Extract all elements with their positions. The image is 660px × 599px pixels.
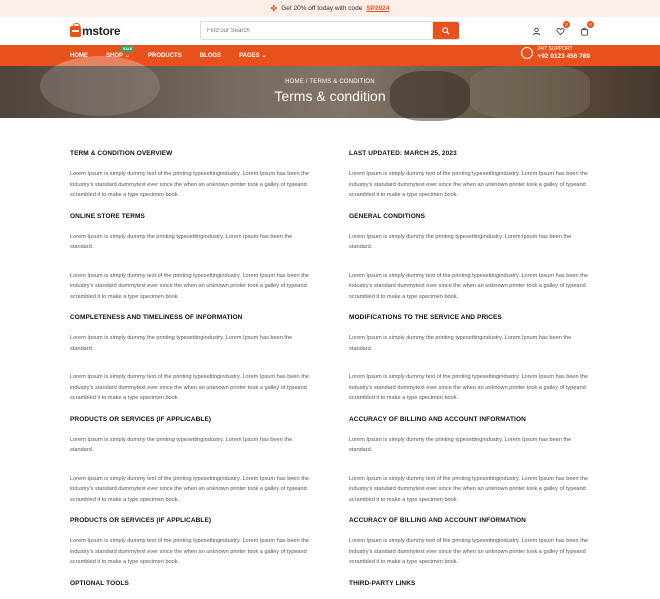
account-button[interactable] xyxy=(530,25,542,37)
terms-section xyxy=(349,416,590,506)
nav-item-label: PRODUCTS xyxy=(148,52,182,59)
terms-section xyxy=(70,416,311,506)
terms-content xyxy=(70,150,590,599)
chevron-down-icon: ⌄ xyxy=(125,53,131,59)
nav-item-pages[interactable] xyxy=(239,52,267,59)
terms-section xyxy=(349,517,590,568)
support-contact[interactable] xyxy=(521,47,590,60)
heart-icon xyxy=(556,27,565,36)
terms-section xyxy=(70,580,311,587)
terms-section xyxy=(349,213,590,303)
section-heading: PRODUCTS OR SERVICES (IF APPLICABLE) xyxy=(70,415,212,423)
section-paragraph: Lorem Ipsum is simply dummy text of the printing typesettingindustry. Lorem Ipsum has been the industry's standard dummytext ever since the when an unknown printer took a galley of typeand scrambled it to make a type specimen book. xyxy=(349,374,588,401)
section-paragraph: Lorem Ipsum is simply dummy text of the printing typesettingindustry. Lorem Ipsum has been the industry's standard dummytext ever since the when an unknown printer took a galley of typeand scrambled it to make a type specimen book. xyxy=(70,538,309,565)
support-label: 24/7 SUPPORT xyxy=(537,46,573,52)
page-title: Terms & condition xyxy=(274,88,386,104)
section-paragraph: Lorem Ipsum is simply dummy text of the printing typesettingindustry. Lorem Ipsum has been the industry's standard dummytext ever since the when an unknown printer took a galley of typeand scrambled it to make a type specimen book. xyxy=(70,374,309,401)
promo-bar xyxy=(0,0,660,17)
nav-item-blogs[interactable] xyxy=(200,53,221,59)
wishlist-count-badge: 0 xyxy=(563,21,570,28)
terms-section xyxy=(70,314,311,404)
terms-section xyxy=(70,517,311,568)
section-paragraph: Lorem Ipsum is simply dummy the printing typesettingindustry. Lorem Ipsum has been the standard. xyxy=(70,436,293,453)
wishlist-button[interactable] xyxy=(554,22,568,37)
terms-section xyxy=(349,580,590,587)
section-heading: LAST UPDATED: MARCH 25, 2023 xyxy=(349,150,457,157)
nav-item-label: BLOGS xyxy=(199,52,222,59)
section-paragraph: Lorem Ipsum is simply dummy the printing typesettingindustry. Lorem Ipsum has been the standard. xyxy=(349,335,572,352)
section-paragraph: Lorem Ipsum is simply dummy the printing typesettingindustry. Lorem Ipsum has been the standard. xyxy=(70,335,293,352)
nav-item-label: HOME xyxy=(70,52,88,59)
section-heading: TERM & CONDITION OVERVIEW xyxy=(70,150,173,157)
sale-badge: SALE xyxy=(123,47,133,51)
breadcrumb[interactable]: HOME / TERMS & CONDITION xyxy=(285,79,375,85)
promo-code[interactable]: SP2024 xyxy=(366,5,390,12)
terms-section xyxy=(70,150,311,201)
section-paragraph: Lorem Ipsum is simply dummy the printing typesettingindustry. Lorem Ipsum has been the standard. xyxy=(70,233,293,250)
headset-icon xyxy=(521,47,533,59)
section-heading: ACCURACY OF BILLING AND ACCOUNT INFORMATION xyxy=(349,517,526,524)
section-heading: COMPLETENESS AND TIMELINESS OF INFORMATION xyxy=(70,314,243,321)
right-column xyxy=(349,150,590,599)
promo-text: Get 20% off today with code xyxy=(281,5,363,12)
support-phone: +92 0123 456 789 xyxy=(537,52,590,60)
nav-item-products[interactable] xyxy=(148,53,182,59)
header-icons xyxy=(530,22,592,37)
section-heading: OPTIONAL TOOLS xyxy=(70,579,129,587)
site-header xyxy=(0,17,660,45)
nav-item-label: SHOP xyxy=(106,52,124,59)
section-heading: PRODUCTS OR SERVICES (IF APPLICABLE) xyxy=(70,517,212,524)
section-paragraph: Lorem Ipsum is simply dummy text of the printing typesettingindustry. Lorem Ipsum has been the industry's standard dummytext ever since the when an unknown printer took a galley of typeand scrambled it to make a type specimen book. xyxy=(70,272,309,300)
section-heading: ONLINE STORE TERMS xyxy=(70,212,145,220)
gift-icon: ✤ xyxy=(270,3,278,13)
logo-text: mstore xyxy=(82,24,121,38)
logo[interactable] xyxy=(70,24,120,38)
terms-section xyxy=(70,213,311,303)
search-bar xyxy=(200,21,460,40)
section-paragraph: Lorem Ipsum is simply dummy text of the printing typesettingindustry. Lorem Ipsum has been the industry's standard dummytext ever since the when an unknown printer took a galley of typeand scrambled it to make a type specimen book. xyxy=(349,171,588,198)
terms-section xyxy=(349,314,590,404)
section-paragraph: Lorem Ipsum is simply dummy text of the printing typesettingindustry. Lorem Ipsum has been the industry's standard dummytext ever since the when an unknown printer took a galley of typeand scrambled it to make a type specimen book. xyxy=(349,272,588,300)
chevron-down-icon: ⌄ xyxy=(261,53,267,59)
section-paragraph: Lorem Ipsum is simply dummy the printing typesettingindustry. Lorem Ipsum has been the standard. xyxy=(349,233,572,250)
nav-item-label: PAGES xyxy=(239,52,260,59)
cart-count-badge: 0 xyxy=(587,21,594,28)
section-paragraph: Lorem Ipsum is simply dummy the printing typesettingindustry. Lorem Ipsum has been the standard. xyxy=(349,436,572,453)
section-paragraph: Lorem Ipsum is simply dummy text of the printing typesettingindustry. Lorem Ipsum has been the industry's standard dummytext ever since the when an unknown printer took a galley of typeand scrambled it to make a type specimen book. xyxy=(349,475,588,503)
section-paragraph: Lorem Ipsum is simply dummy text of the printing typesettingindustry. Lorem Ipsum has been the industry's standard dummytext ever since the when an unknown printer took a galley of typeand scrambled it to make a type specimen book. xyxy=(70,171,309,198)
search-input[interactable] xyxy=(201,22,433,39)
left-column xyxy=(70,150,311,599)
user-icon xyxy=(532,27,541,36)
section-heading: THIRD-PARTY LINKS xyxy=(349,579,416,587)
shopping-bag-icon xyxy=(70,26,81,37)
cart-button[interactable] xyxy=(578,22,592,37)
section-heading: GENERAL CONDITIONS xyxy=(349,212,426,220)
section-paragraph: Lorem Ipsum is simply dummy text of the printing typesettingindustry. Lorem Ipsum has been the industry's standard dummytext ever since the when an unknown printer took a galley of typeand scrambled it to make a type specimen book. xyxy=(349,538,588,565)
section-heading: ACCURACY OF BILLING AND ACCOUNT INFORMATION xyxy=(349,415,526,423)
cart-icon xyxy=(580,27,589,36)
section-paragraph: Lorem Ipsum is simply dummy text of the printing typesettingindustry. Lorem Ipsum has been the industry's standard dummytext ever since the when an unknown printer took a galley of typeand scrambled it to make a type specimen book. xyxy=(70,475,309,503)
terms-section xyxy=(349,150,590,201)
search-button[interactable] xyxy=(433,22,459,39)
page-banner xyxy=(0,66,660,118)
section-heading: MODIFICATIONS TO THE SERVICE AND PRICES xyxy=(349,314,502,321)
search-icon xyxy=(442,27,450,35)
